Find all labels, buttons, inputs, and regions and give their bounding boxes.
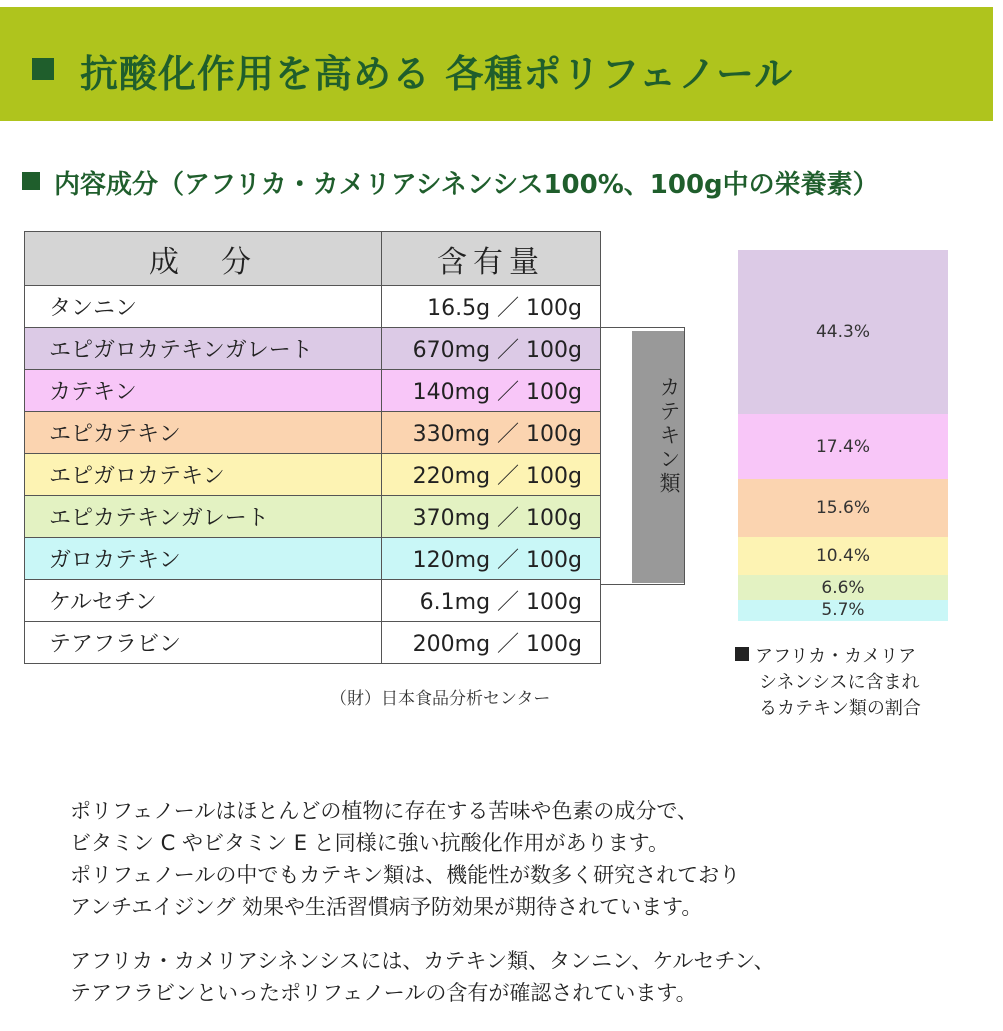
content-amount-cell: 16.5g ／ 100g [382,286,601,328]
component-name-cell: エピガロカテキンガレート [25,328,382,370]
component-name-cell: テアフラビン [25,622,382,664]
component-name-cell: カテキン [25,370,382,412]
caption-square-icon [735,647,749,661]
header-band [0,7,993,121]
table-header-row [25,232,601,286]
caption-line-2: シネンシスに含まれ [759,672,920,693]
bar-segment [738,414,948,479]
bracket-top-line [600,327,684,328]
content-amount-cell: 140mg ／ 100g [382,370,601,412]
nutrient-table [24,231,601,664]
component-name-cell: ガロカテキン [25,538,382,580]
chart-caption [735,644,995,722]
bar-segment [738,575,948,599]
body-line: ポリフェノールはほとんどの植物に存在する苦味や色素の成分で、 [70,799,698,823]
body-text [70,795,970,1031]
bar-segment-label: 17.4% [815,436,870,457]
component-name-cell: エピガロカテキン [25,454,382,496]
bar-segment-label: 10.4% [815,546,870,567]
column-header-component: 成 分 [25,232,382,286]
caption-line-1: アフリカ・カメリア [755,646,917,667]
component-name-cell: エピカテキンガレート [25,496,382,538]
catechin-group-label [632,331,684,583]
bar-segment [738,537,948,576]
table-row [25,580,601,622]
source-note: （財）日本食品分析センター [330,689,551,709]
content-amount-cell: 670mg ／ 100g [382,328,601,370]
body-paragraph-1 [70,795,970,923]
body-line: ビタミン C やビタミン E と同様に強い抗酸化作用があります。 [70,831,669,855]
component-name-cell: エピカテキン [25,412,382,454]
catechin-ratio-stacked-bar [738,250,948,621]
table-row [25,286,601,328]
table-row [25,538,601,580]
bar-segment-label: 6.6% [821,577,865,598]
table-row [25,370,601,412]
page-title: 抗酸化作用を高める 各種ポリフェノール [80,52,794,96]
bracket-bottom-line [600,584,684,585]
bar-segment [738,250,948,414]
bar-segment-label: 5.7% [821,600,865,621]
catechin-group-text: カテキン類 [657,376,681,496]
header-square-icon [32,58,54,80]
table-row [25,454,601,496]
subheading-square-icon [22,172,40,190]
body-paragraph-2 [70,945,970,1009]
content-amount-cell: 370mg ／ 100g [382,496,601,538]
bar-segment-label: 15.6% [815,497,870,518]
bar-segment-label: 44.3% [815,322,870,343]
table-row [25,328,601,370]
content-amount-cell: 330mg ／ 100g [382,412,601,454]
subheading-text: 内容成分（アフリカ・カメリアシネンシス100%、100g中の栄養素） [54,170,879,200]
bracket-side-line [684,327,685,585]
bar-segment [738,600,948,621]
content-amount-cell: 120mg ／ 100g [382,538,601,580]
body-line: ポリフェノールの中でもカテキン類は、機能性が数多く研究されており [70,863,741,887]
component-name-cell: ケルセチン [25,580,382,622]
body-line: アフリカ・カメリアシネンシスには、カテキン類、タンニン、ケルセチン、 [70,949,775,973]
column-header-content: 含有量 [382,232,601,286]
table-row [25,622,601,664]
content-amount-cell: 200mg ／ 100g [382,622,601,664]
content-amount-cell: 220mg ／ 100g [382,454,601,496]
table-row [25,412,601,454]
table-row [25,496,601,538]
bar-segment [738,479,948,537]
component-name-cell: タンニン [25,286,382,328]
body-line: テアフラビンといったポリフェノールの含有が確認されています。 [70,981,697,1005]
body-line: アンチエイジング 効果や生活習慣病予防効果が期待されています。 [70,895,703,919]
content-amount-cell: 6.1mg ／ 100g [382,580,601,622]
caption-line-3: るカテキン類の割合 [759,698,921,719]
